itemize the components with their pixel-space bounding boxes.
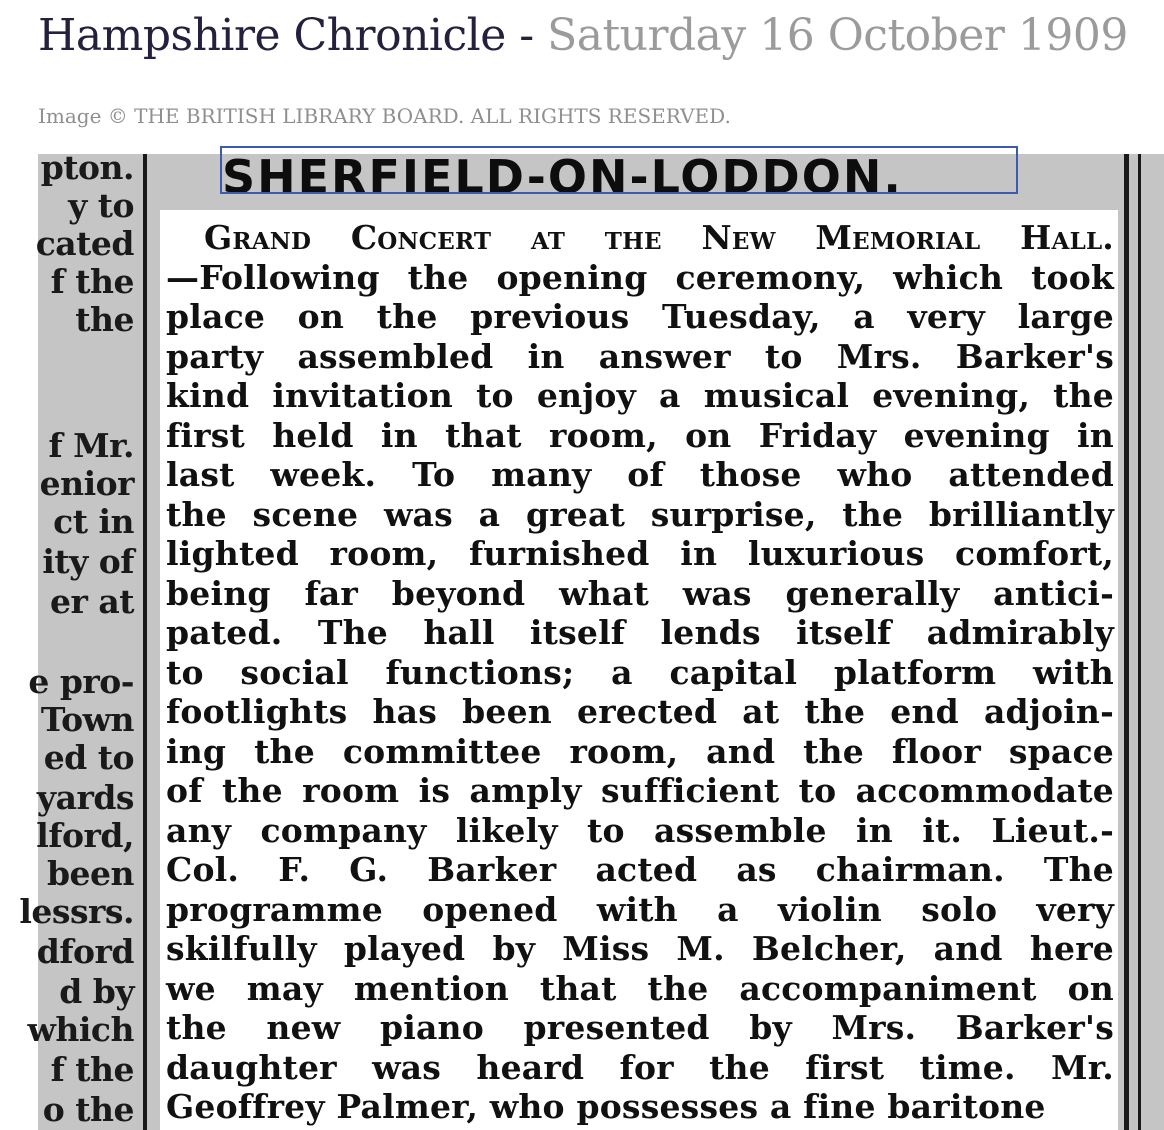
article-line: Geoffrey Palmer, who possesses a fine baritone [166, 1087, 1046, 1126]
left-fragment-line: cated [35, 224, 134, 263]
article-line: of the room is amply sufficient to accommodate [166, 771, 1114, 810]
left-fragment-line: f the [50, 262, 134, 301]
article-line: kind invitation to enjoy a musical evening, the [166, 376, 1114, 415]
left-fragment-line: ity of [42, 542, 134, 581]
left-fragment-line: y to [68, 186, 134, 225]
left-fragment-line: the [75, 300, 134, 339]
headline-highlight-box [220, 146, 1018, 194]
newspaper-scan-image [19, 148, 1164, 1130]
title-separator: - [505, 10, 548, 61]
article-line: place on the previous Tuesday, a very large [166, 297, 1114, 336]
left-fragment-line: Town [40, 700, 134, 739]
left-fragment-line: dford [36, 932, 134, 971]
article-line: any company likely to assemble in it. Lieut.- [166, 810, 1114, 850]
article-line: the scene was a great surprise, the brilliantly [166, 494, 1114, 534]
left-fragment-line: f the [50, 1050, 134, 1089]
left-fragment-line: enior [39, 464, 134, 503]
article-line: last week. To many of those who attended [166, 455, 1114, 494]
article-line: first held in that room, on Friday evening in [166, 415, 1114, 455]
article-line: being far beyond what was generally antici- [166, 573, 1114, 613]
article-line: lighted room, furnished in luxurious comfort, [166, 534, 1114, 573]
article-line: the new piano presented by Mrs. Barker's [166, 1008, 1114, 1047]
left-fragment-line: which [27, 1010, 134, 1049]
article-body [166, 218, 1114, 1127]
copyright-notice: Image © THE BRITISH LIBRARY BOARD. ALL RIGHTS RESERVED. [38, 104, 731, 128]
article-line: daughter was heard for the first time. Mr. [166, 1047, 1114, 1087]
article-line: footlights has been erected at the end adjoin- [166, 692, 1114, 731]
column-rule [1124, 154, 1129, 1130]
article-line: Col. F. G. Barker acted as chairman. The [166, 850, 1114, 889]
article-line: skilfully played by Miss M. Belcher, and here [166, 929, 1114, 968]
left-fragment-line: er at [50, 582, 134, 621]
page-title [38, 8, 1128, 64]
column-rule [143, 154, 147, 1130]
article-line: to social functions; a capital platform with [166, 652, 1114, 692]
left-fragment-line: f Mr. [48, 426, 134, 465]
article-line: ing the committee room, and the floor space [166, 731, 1114, 771]
publication-date: Saturday 16 October 1909 [547, 10, 1128, 61]
column-rule [1138, 154, 1141, 1130]
article-headline: SHERFIELD-ON-LODDON. [222, 150, 903, 204]
article-line: programme opened with a violin solo very [166, 889, 1114, 929]
article-line: Grand Concert at the New Memorial Hall. [204, 218, 1114, 257]
left-fragment-line: lessrs. [19, 892, 134, 931]
left-fragment-line: lford, [36, 816, 134, 855]
left-fragment-line: d by [59, 972, 134, 1011]
left-fragment-line: e pro- [28, 662, 134, 701]
adjacent-column-fragment [19, 148, 138, 1130]
article-line: pated. The hall itself lends itself admirably [166, 613, 1114, 652]
newspaper-name[interactable]: Hampshire Chronicle [38, 10, 506, 61]
left-fragment-line: o the [42, 1090, 134, 1129]
article-line: we may mention that the accompaniment on [166, 968, 1114, 1008]
left-fragment-line: ed to [43, 738, 134, 777]
left-fragment-line: been [46, 854, 134, 893]
left-fragment-line: yards [36, 778, 134, 817]
left-fragment-line: ct in [53, 502, 134, 541]
article-line: —Following the opening ceremony, which took [166, 257, 1114, 297]
left-fragment-line: pton. [40, 148, 134, 187]
article-line: party assembled in answer to Mrs. Barker's [166, 336, 1114, 376]
